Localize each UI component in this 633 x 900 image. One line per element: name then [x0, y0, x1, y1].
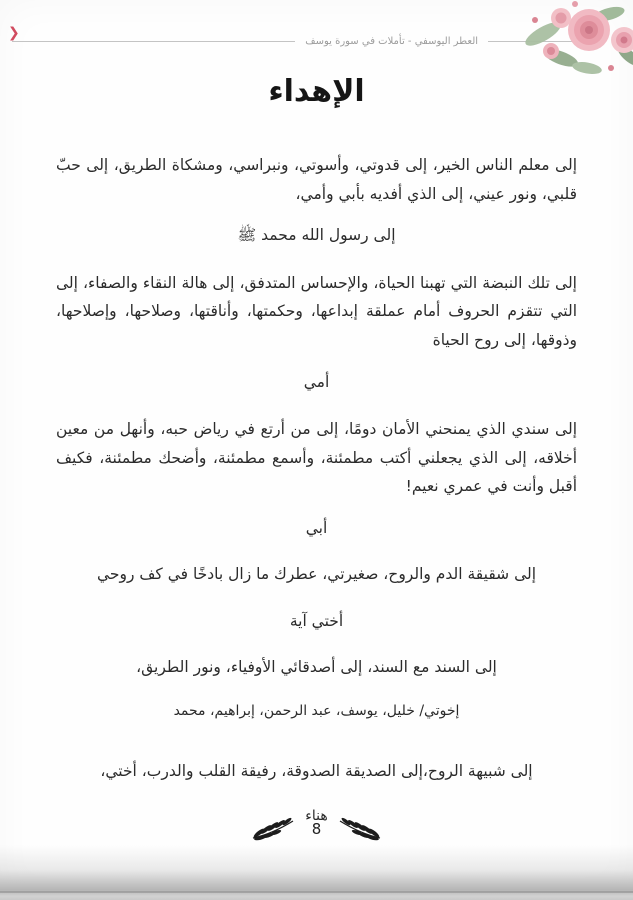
- dedication-label-brothers: إخوتي/ خليل، يوسف، عبد الرحمن، إبراهيم، محمد: [173, 703, 460, 720]
- dedication-paragraph: إلى سندي الذي يمنحني الأمان دومًا، إلى من أرتع في رياض حبه، وأنهل من معين أخلاقه، إلى الذي يجعلني أكتب مطمئنة، وأسمع مطمئنة، وأضحك مطمئنة، فكيف أقبل وأنت في عمري نعيم!: [56, 420, 577, 496]
- dedication-content: [56, 64, 577, 848]
- laurel-left-icon: [250, 816, 296, 842]
- dedication-label-sister: أختي آية: [289, 611, 344, 630]
- header-rule-right: [488, 41, 573, 42]
- page-header: [12, 36, 573, 47]
- dedication-label-father: أبي: [305, 519, 328, 538]
- dedication-line-prophet: إلى رسول الله محمد ﷺ: [237, 226, 396, 245]
- dedication-line: إلى السند مع السند، إلى أصدقائي الأوفياء، ونور الطريق،: [136, 658, 497, 677]
- dedication-paragraph: إلى معلم الناس الخير، إلى قدوتي، وأسوتي، ونبراسي، ومشكاة الطريق، إلى حبّ قلبي، ونور عيني، إلى الذي أفديه بأبي وأمي،: [56, 156, 577, 203]
- dedication-label-friend: هناء: [305, 807, 328, 824]
- running-head: العطر اليوسفي - تأملات في سورة يوسف: [305, 36, 479, 47]
- dedication-line: إلى شقيقة الدم والروح، صغيرتي، عطرك ما زال بادخًا في كف روحي: [96, 565, 537, 584]
- page-number: 8: [311, 820, 322, 838]
- back-chevron-icon[interactable]: ❯: [8, 25, 20, 41]
- page-bottom-edge: [0, 845, 633, 900]
- page-title: الإهداء: [268, 74, 365, 109]
- laurel-right-icon: [337, 816, 383, 842]
- dedication-label-mother: أمي: [303, 372, 330, 391]
- dedication-paragraph: إلى تلك النبضة التي تهبنا الحياة، والإحساس المتدفق، إلى هالة النقاء والصفاء، إلى التي تتقزم الحروف أمام عملقة إبداعها، وحكمتها، وأناقتها، وصلاحها، وإصلاحها، وذوقها، إلى روح الحياة: [56, 273, 577, 350]
- dedication-line: إلى شبيهة الروح،إلى الصديقة الصدوقة، رفيقة القلب والدرب، أختي،: [100, 762, 533, 781]
- header-rule-left: [12, 41, 295, 42]
- page-footer: [0, 816, 633, 842]
